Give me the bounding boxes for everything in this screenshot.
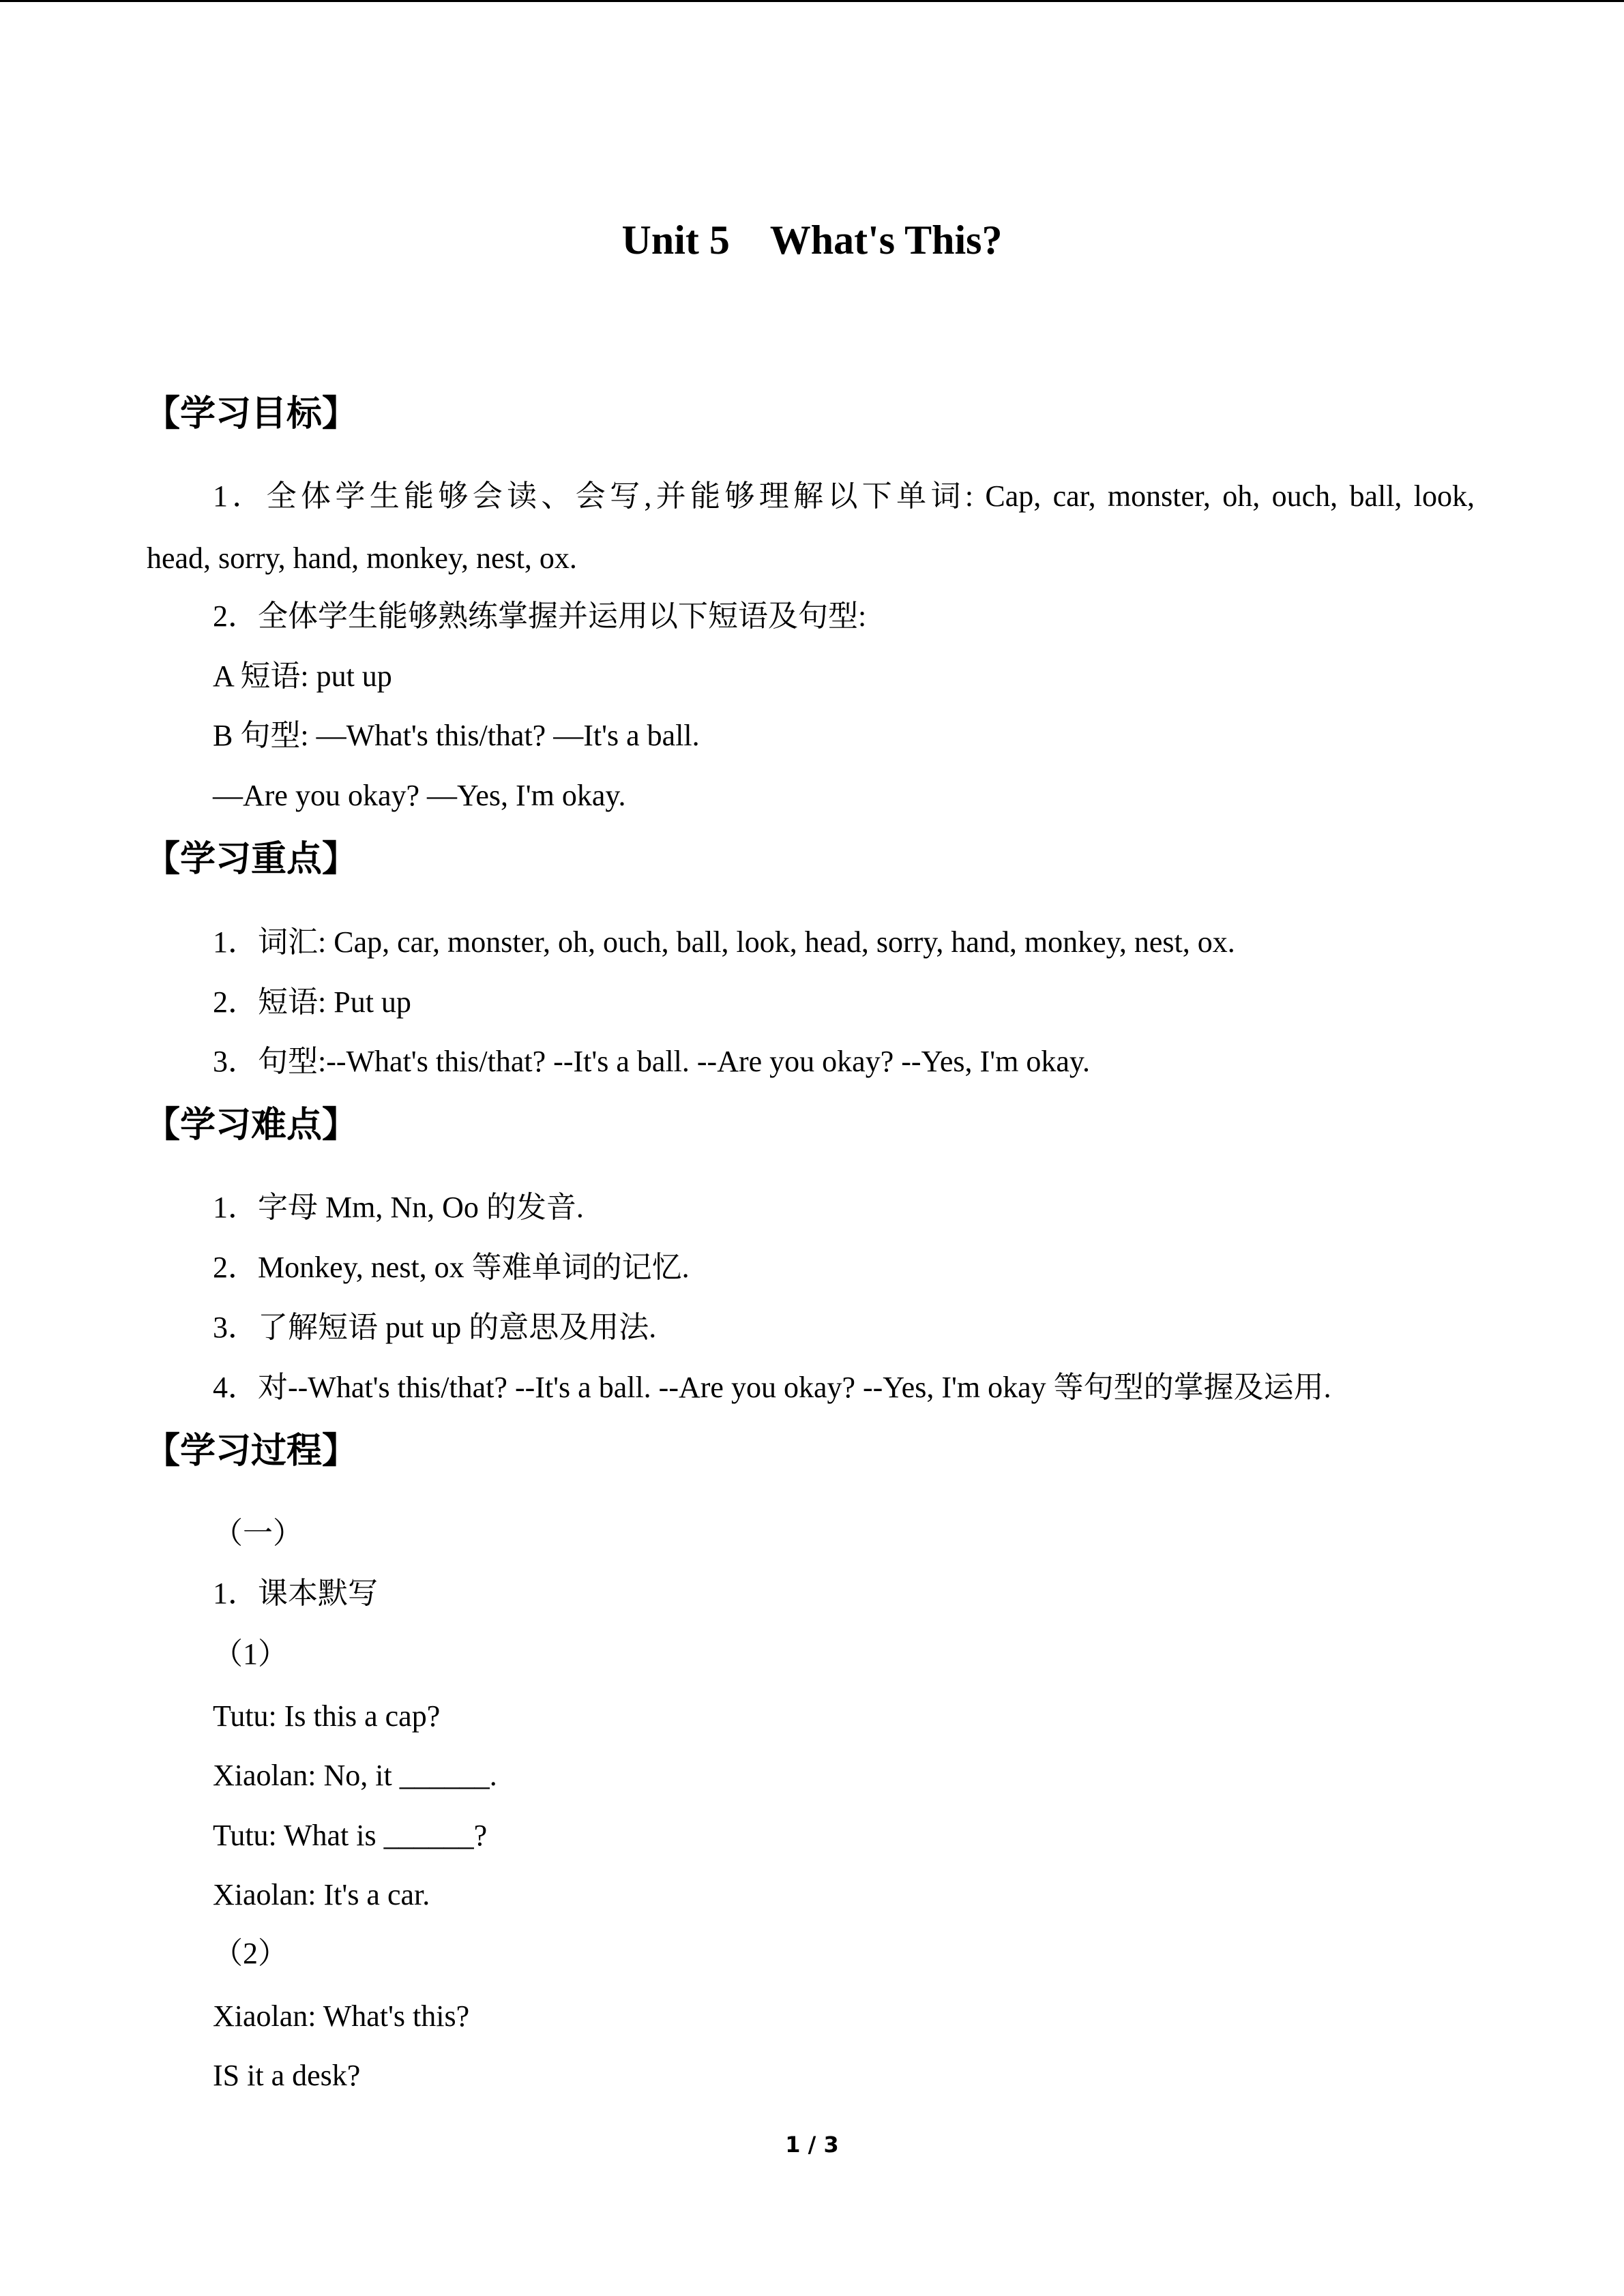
key-points-line-1: 1．词汇: Cap, car, monster, oh, ouch, ball, look, head, sorry, hand, monkey, nest, ox. xyxy=(213,925,1235,959)
section-heading-goals: 【学习目标】 xyxy=(145,393,358,434)
difficulties-line-1: 1．字母 Mm, Nn, Oo 的发音. xyxy=(213,1191,584,1224)
page-number: 1 / 3 xyxy=(785,2132,839,2158)
goals-line-6: —Are you okay? —Yes, I'm okay. xyxy=(213,779,626,812)
process-line-8: （2） xyxy=(213,1937,288,1970)
process-line-2: 1．课本默写 xyxy=(213,1577,378,1610)
goals-line-3: 2．全体学生能够熟练掌握并运用以下短语及句型: xyxy=(213,599,867,633)
process-line-10: IS it a desk? xyxy=(213,2059,361,2092)
process-line-5: Xiaolan: No, it ______. xyxy=(213,1759,497,1792)
process-line-4: Tutu: Is this a cap? xyxy=(213,1699,441,1733)
process-line-9: Xiaolan: What's this? xyxy=(213,1999,470,2033)
goals-line-2: head, sorry, hand, monkey, nest, ox. xyxy=(147,541,577,575)
process-line-1: （一） xyxy=(213,1517,303,1550)
goals-line-1: 1．全体学生能够会读、会写,并能够理解以下单词: Cap, car, monster, oh, ouch, ball, look, xyxy=(213,479,1475,513)
process-line-6: Tutu: What is ______? xyxy=(213,1819,488,1852)
key-points-line-2: 2．短语: Put up xyxy=(213,985,411,1019)
difficulties-line-4: 4．对--What's this/that? --It's a ball. --Are you okay? --Yes, I'm okay 等句型的掌握及运用. xyxy=(213,1371,1331,1404)
process-line-3: （1） xyxy=(213,1637,288,1671)
goals-line-5: B 句型: —What's this/that? —It's a ball. xyxy=(213,719,700,752)
difficulties-line-2: 2．Monkey, nest, ox 等难单词的记忆. xyxy=(213,1251,690,1284)
difficulties-line-3: 3．了解短语 put up 的意思及用法. xyxy=(213,1311,657,1344)
process-line-7: Xiaolan: It's a car. xyxy=(213,1878,430,1911)
page-top-border xyxy=(0,0,1624,2)
section-heading-key-points: 【学习重点】 xyxy=(145,839,358,880)
document-title: Unit 5 What's This? xyxy=(621,218,1003,263)
goals-line-4: A 短语: put up xyxy=(213,659,392,693)
section-heading-difficulties: 【学习难点】 xyxy=(145,1105,358,1146)
section-heading-process: 【学习过程】 xyxy=(145,1431,358,1472)
key-points-line-3: 3．句型:--What's this/that? --It's a ball. --Are you okay? --Yes, I'm okay. xyxy=(213,1045,1091,1078)
